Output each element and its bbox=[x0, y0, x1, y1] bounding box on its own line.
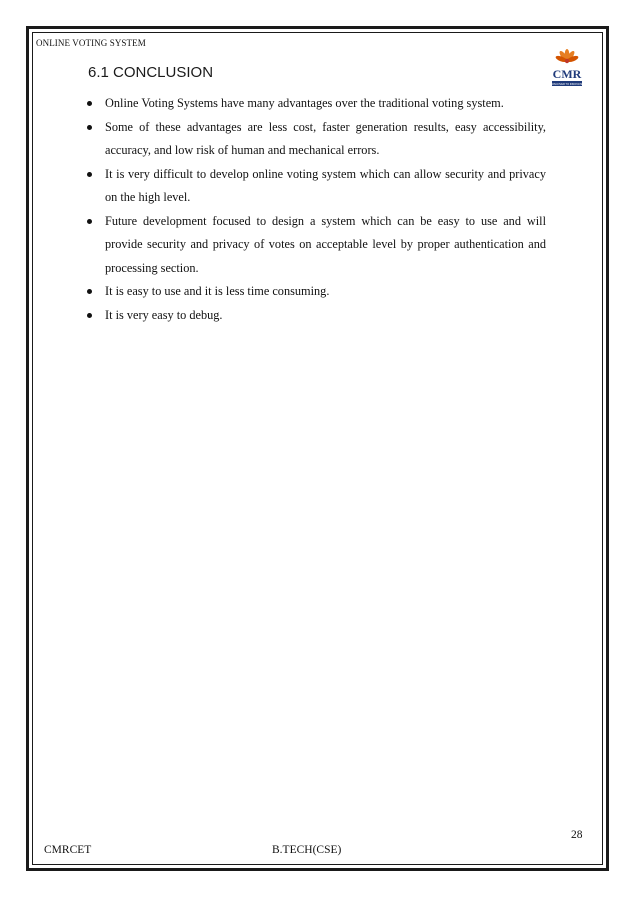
logo-text: CMR bbox=[552, 67, 582, 81]
list-item-text: Online Voting Systems have many advantages over the traditional voting system. bbox=[105, 96, 504, 110]
footer-institution: CMRCET bbox=[44, 844, 92, 856]
list-item-text: Some of these advantages are less cost, faster generation results, easy accessibility, accuracy, and low risk of human and mechanical errors. bbox=[105, 119, 546, 157]
list-item bbox=[78, 92, 546, 116]
list-item bbox=[78, 116, 546, 163]
list-item bbox=[78, 304, 546, 328]
logo-tagline: DISCOVER TO INNOVATE bbox=[551, 83, 583, 86]
list-item bbox=[78, 280, 546, 304]
bullet-icon bbox=[87, 101, 92, 106]
footer-course: B.TECH(CSE) bbox=[272, 844, 342, 856]
list-item bbox=[78, 163, 546, 210]
bullet-icon bbox=[87, 125, 92, 130]
list-item-text: It is very easy to debug. bbox=[105, 307, 223, 322]
list-item-text: It is very difficult to develop online voting system which can allow security and privacy on the high level. bbox=[105, 166, 546, 204]
bullet-icon bbox=[87, 313, 92, 318]
logo-flower-icon bbox=[555, 49, 579, 63]
list-item bbox=[78, 210, 546, 281]
cmr-logo bbox=[549, 46, 585, 90]
list-item-text: Future development focused to design a system which can be easy to use and will provide security and privacy of votes on acceptable level by proper authentication and processing section. bbox=[105, 213, 546, 275]
bullet-icon bbox=[87, 289, 92, 294]
conclusion-list bbox=[78, 92, 546, 327]
bullet-icon bbox=[87, 172, 92, 177]
running-header: ONLINE VOTING SYSTEM bbox=[36, 38, 146, 48]
list-item-text: It is easy to use and it is less time consuming. bbox=[105, 284, 330, 298]
section-heading: 6.1 CONCLUSION bbox=[88, 64, 214, 81]
bullet-icon bbox=[87, 219, 92, 224]
page-number: 28 bbox=[571, 829, 583, 841]
